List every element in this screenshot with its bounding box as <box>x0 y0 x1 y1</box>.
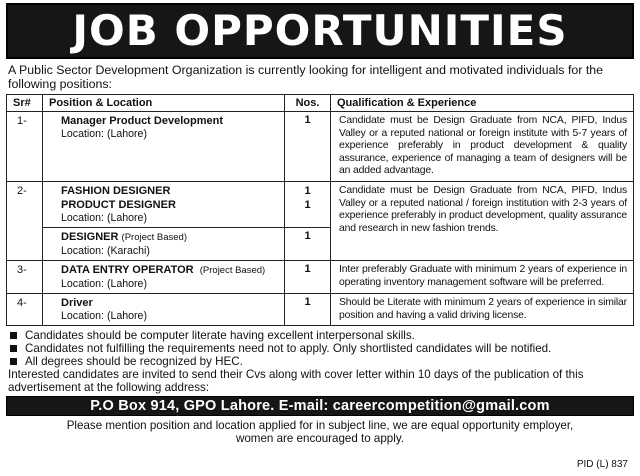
header-position: Position & Location <box>43 95 285 112</box>
position-cell <box>43 294 285 326</box>
closing-line: Please mention position and location applied for in subject line, we are equal opportunity employer, <box>66 419 574 433</box>
application-instructions: Interested candidates are invited to send their Cvs along with cover letter within 10 days of the publication of this advertisement at the following address: <box>8 368 584 395</box>
position-location: Location: (Lahore) <box>61 212 147 224</box>
nos-cell <box>285 182 331 228</box>
nos-value: 1 <box>304 185 311 197</box>
position-title <box>61 263 278 278</box>
qualification-cell: Candidate must be Design Graduate from NCA, PIFD, Indus Valley or a reputed national or foreign institute with 5-7 years of experience preferably in product development & quality assurance, experience of managing a team of designers will be an added advantage. <box>331 112 634 182</box>
table-row <box>7 261 634 294</box>
square-bullet-icon <box>10 345 17 352</box>
position-note: (Project Based) <box>121 232 188 243</box>
position-location: Location: (Lahore) <box>61 128 147 140</box>
list-item <box>10 329 634 342</box>
square-bullet-icon <box>10 358 17 365</box>
header-sr: Sr# <box>7 95 43 112</box>
position-title: FASHION DESIGNER <box>61 185 171 197</box>
nos-cell: 1 <box>285 261 331 294</box>
list-item-text: Candidates not fulfilling the requirements need not to apply. Only shortlisted candidates will be notified. <box>25 342 552 356</box>
position-location: Location: (Lahore) <box>61 278 147 290</box>
position-title: PRODUCT DESIGNER <box>61 199 176 211</box>
qualification-cell: Candidate must be Design Graduate from NCA, PIFD, Indus Valley or a reputed national / foreign institution with 2-3 years of experience preferably in product development, quality assurance and research in new fashion trends. <box>331 182 634 261</box>
title-banner <box>6 3 634 59</box>
intro-text: A Public Sector Development Organization is currently looking for intelligent and motivated individuals for the following positions: <box>8 63 604 91</box>
nos-cell: 1 <box>285 294 331 326</box>
requirements-list <box>10 329 634 368</box>
list-item <box>10 342 634 355</box>
row-number: 2- <box>7 182 43 261</box>
closing-note <box>6 419 634 445</box>
position-cell <box>43 182 285 228</box>
table-header-row <box>7 95 634 112</box>
table-row <box>7 182 634 228</box>
position-cell <box>43 261 285 294</box>
contact-address: P.O Box 914, GPO Lahore. E-mail: careercompetition@gmail.com <box>90 398 550 415</box>
qualification-cell: Should be Literate with minimum 2 years of experience in similar position and having a valid driving license. <box>331 294 634 326</box>
table-row <box>7 294 634 326</box>
position-note: (Project Based) <box>199 265 266 276</box>
row-number: 3- <box>7 261 43 294</box>
pid-code: PID (L) 837 <box>576 459 628 470</box>
nos-cell: 1 <box>285 112 331 182</box>
position-title <box>61 230 278 245</box>
list-item <box>10 355 634 368</box>
position-cell <box>43 112 285 182</box>
address-banner <box>6 396 634 416</box>
page-title: JOB OPPORTUNITIES <box>72 6 568 55</box>
position-title: Driver <box>61 297 93 309</box>
row-number: 1- <box>7 112 43 182</box>
qualification-cell: Inter preferably Graduate with minimum 2 years of experience in operating inventory management software will be preferred. <box>331 261 634 294</box>
table-row <box>7 112 634 182</box>
list-item-text: Candidates should be computer literate having excellent interpersonal skills. <box>25 329 415 343</box>
closing-line: women are encouraged to apply. <box>235 432 404 446</box>
square-bullet-icon <box>10 332 17 339</box>
header-nos: Nos. <box>285 95 331 112</box>
header-qualification: Qualification & Experience <box>331 95 634 112</box>
list-item-text: All degrees should be recognized by HEC. <box>25 355 243 369</box>
nos-value: 1 <box>304 199 311 211</box>
nos-cell: 1 <box>285 228 331 261</box>
position-location: Location: (Karachi) <box>61 245 150 257</box>
position-name: DATA ENTRY OPERATOR <box>61 264 194 276</box>
position-name: DESIGNER <box>61 231 119 243</box>
position-title: Manager Product Development <box>61 115 223 127</box>
positions-table <box>6 94 634 326</box>
position-cell <box>43 228 285 261</box>
row-number: 4- <box>7 294 43 326</box>
position-location: Location: (Lahore) <box>61 310 147 322</box>
